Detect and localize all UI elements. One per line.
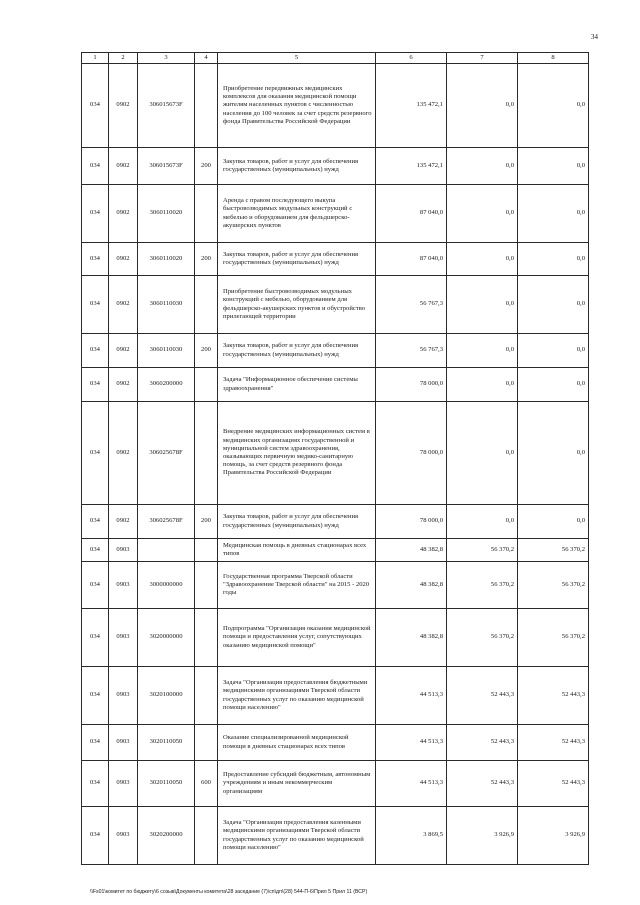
target-article-code: 3020000000 [138,609,195,667]
amount-2020: 0,0 [518,185,589,243]
amount-2018: 44 513,3 [376,725,447,761]
amount-2020: 0,0 [518,368,589,402]
table-row [82,368,589,402]
grbs-code: 034 [82,761,109,807]
section-code: 0902 [109,243,138,276]
target-article-code: 306015673F [138,64,195,148]
target-article-code: 3060110030 [138,276,195,334]
table-row [82,185,589,243]
amount-2019: 56 370,2 [447,609,518,667]
expense-type-code: 200 [195,243,218,276]
expense-type-code: 600 [195,761,218,807]
expense-type-code [195,368,218,402]
amount-2018: 48 382,8 [376,539,447,562]
amount-2018: 44 513,3 [376,667,447,725]
expense-type-code: 200 [195,334,218,368]
amount-2018: 78 000,0 [376,402,447,505]
header-row [82,53,589,64]
grbs-code: 034 [82,243,109,276]
grbs-code: 034 [82,402,109,505]
expense-type-code [195,185,218,243]
amount-2018: 56 767,3 [376,276,447,334]
item-name: Внедрение медицинских информационных систем в медицинских организациях государственной и муниципальной систем здравоохранения, оказывающих первичную медико-санитарную помощь, за счет средств резервного фонда Правительства Российской Федерации [218,402,376,505]
amount-2018: 87 040,0 [376,243,447,276]
amount-2020: 52 443,3 [518,667,589,725]
grbs-code: 034 [82,609,109,667]
section-code: 0902 [109,402,138,505]
table-row [82,539,589,562]
grbs-code: 034 [82,334,109,368]
amount-2020: 0,0 [518,505,589,539]
target-article-code [138,539,195,562]
amount-2018: 78 000,0 [376,505,447,539]
section-code: 0903 [109,609,138,667]
target-article-code: 3060110030 [138,334,195,368]
expense-type-code [195,562,218,609]
amount-2019: 0,0 [447,276,518,334]
target-article-code: 3020200000 [138,807,195,865]
section-code: 0903 [109,725,138,761]
amount-2020: 0,0 [518,334,589,368]
item-name: Аренда с правом последующего выкупа быстровозводимых модульных конструкций с мебелью и оборудованием для фельдшерско-акушерских пунктов [218,185,376,243]
item-name: Приобретение передвижных медицинских комплексов для оказания медицинской помощи жителям населенных пунктов с численностью населения до 100 человек за счет средств резервного фонда Правительства Российской Федерации [218,64,376,148]
amount-2020: 56 370,2 [518,609,589,667]
amount-2018: 87 040,0 [376,185,447,243]
grbs-code: 034 [82,276,109,334]
table-row [82,761,589,807]
item-name: Приобретение быстровозводимых модульных конструкций с мебелью, оборудованием для фельдшерско-акушерских пунктов и обустройство прилегающей территории [218,276,376,334]
amount-2019: 52 443,3 [447,761,518,807]
table-row [82,334,589,368]
amount-2019: 0,0 [447,64,518,148]
amount-2018: 48 382,8 [376,609,447,667]
section-code: 0903 [109,761,138,807]
amount-2019: 56 370,2 [447,562,518,609]
column-header: 1 [82,53,109,64]
item-name: Задача "Организация предоставления казенными медицинскими организациями Тверской области государственных услуг по оказанию медицинской помощи населению" [218,807,376,865]
expense-type-code [195,276,218,334]
section-code: 0902 [109,148,138,185]
section-code: 0903 [109,667,138,725]
section-code: 0902 [109,185,138,243]
column-header: 4 [195,53,218,64]
section-code: 0903 [109,539,138,562]
table-row [82,148,589,185]
amount-2020: 3 926,9 [518,807,589,865]
amount-2019: 3 926,9 [447,807,518,865]
column-header: 5 [218,53,376,64]
amount-2019: 56 370,2 [447,539,518,562]
amount-2018: 135 472,1 [376,148,447,185]
table-row [82,725,589,761]
grbs-code: 034 [82,725,109,761]
section-code: 0902 [109,276,138,334]
amount-2018: 135 472,1 [376,64,447,148]
item-name: Предоставление субсидий бюджетным, автономным учреждениям и иным некоммерческим организациям [218,761,376,807]
grbs-code: 034 [82,562,109,609]
expense-type-code: 200 [195,148,218,185]
grbs-code: 034 [82,368,109,402]
column-header: 3 [138,53,195,64]
column-header: 6 [376,53,447,64]
column-header: 8 [518,53,589,64]
amount-2019: 0,0 [447,185,518,243]
section-code: 0903 [109,807,138,865]
column-header: 2 [109,53,138,64]
expense-type-code [195,807,218,865]
grbs-code: 034 [82,185,109,243]
target-article-code: 3060110020 [138,185,195,243]
amount-2019: 52 443,3 [447,667,518,725]
expense-type-code [195,609,218,667]
grbs-code: 034 [82,64,109,148]
section-code: 0902 [109,505,138,539]
target-article-code: 306015673F [138,148,195,185]
section-code: 0902 [109,368,138,402]
section-code: 0902 [109,64,138,148]
amount-2020: 0,0 [518,276,589,334]
target-article-code: 3060110020 [138,243,195,276]
table-row [82,667,589,725]
expense-type-code [195,64,218,148]
amount-2020: 0,0 [518,64,589,148]
item-name: Оказание специализированной медицинской помощи в дневных стационарах всех типов [218,725,376,761]
item-name: Подпрограмма "Организация оказания медицинской помощи и предоставления услуг, сопутствующих оказанию медицинской помощи" [218,609,376,667]
amount-2018: 44 513,3 [376,761,447,807]
item-name: Медицинская помощь в дневных стационарах всех типов [218,539,376,562]
grbs-code: 034 [82,148,109,185]
item-name: Задача "Информационное обеспечение системы здравоохранения" [218,368,376,402]
grbs-code: 034 [82,505,109,539]
amount-2019: 0,0 [447,402,518,505]
table-row [82,276,589,334]
amount-2018: 3 869,5 [376,807,447,865]
budget-table [81,52,589,865]
expense-type-code [195,725,218,761]
item-name: Закупка товаров, работ и услуг для обеспечения государственных (муниципальных) нужд [218,334,376,368]
amount-2019: 0,0 [447,368,518,402]
amount-2020: 56 370,2 [518,562,589,609]
target-article-code: 306025678F [138,505,195,539]
amount-2018: 78 000,0 [376,368,447,402]
amount-2020: 52 443,3 [518,725,589,761]
table-row [82,609,589,667]
amount-2019: 52 443,3 [447,725,518,761]
target-article-code: 3060200000 [138,368,195,402]
expense-type-code [195,667,218,725]
section-code: 0902 [109,334,138,368]
section-code: 0903 [109,562,138,609]
item-name: Закупка товаров, работ и услуг для обеспечения государственных (муниципальных) нужд [218,243,376,276]
item-name: Закупка товаров, работ и услуг для обеспечения государственных (муниципальных) нужд [218,148,376,185]
amount-2018: 56 767,3 [376,334,447,368]
amount-2020: 52 443,3 [518,761,589,807]
amount-2020: 56 370,2 [518,539,589,562]
expense-type-code: 200 [195,505,218,539]
item-name: Государственная программа Тверской области "Здравоохранение Тверской области" на 2015 - 2020 годы [218,562,376,609]
amount-2019: 0,0 [447,334,518,368]
footer-file-path: \\Fs01\комитет по бюджету\6 созыв\Документы комитета\28 заседание (7)\сп\дп\(28) 544-П-6\Прил 5 Прил 11 (ВСР) [90,889,368,895]
table-row [82,243,589,276]
table-row [82,505,589,539]
grbs-code: 034 [82,667,109,725]
target-article-code: 3020110050 [138,725,195,761]
item-name: Задача "Организация предоставления бюджетными медицинскими организациями Тверской области государственных услуг по оказанию медицинской помощи населению" [218,667,376,725]
amount-2019: 0,0 [447,148,518,185]
column-header: 7 [447,53,518,64]
table-row [82,402,589,505]
amount-2019: 0,0 [447,505,518,539]
amount-2018: 48 382,8 [376,562,447,609]
grbs-code: 034 [82,539,109,562]
target-article-code: 3020100000 [138,667,195,725]
amount-2020: 0,0 [518,402,589,505]
page-number: 34 [591,33,598,41]
amount-2019: 0,0 [447,243,518,276]
table-row [82,64,589,148]
expense-type-code [195,402,218,505]
amount-2020: 0,0 [518,243,589,276]
target-article-code: 306025678F [138,402,195,505]
target-article-code: 3000000000 [138,562,195,609]
table-row [82,562,589,609]
grbs-code: 034 [82,807,109,865]
target-article-code: 3020110050 [138,761,195,807]
amount-2020: 0,0 [518,148,589,185]
table-row [82,807,589,865]
expense-type-code [195,539,218,562]
item-name: Закупка товаров, работ и услуг для обеспечения государственных (муниципальных) нужд [218,505,376,539]
